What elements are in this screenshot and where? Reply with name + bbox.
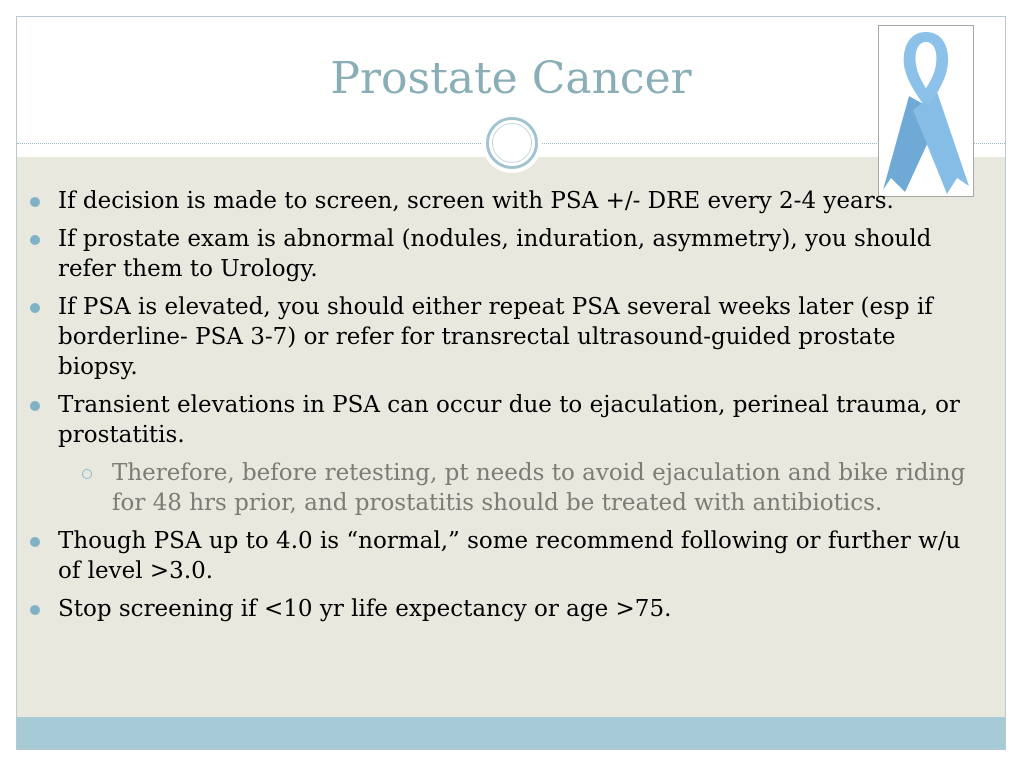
- bullet-dot-icon: [30, 235, 40, 245]
- bullet-list: [26, 186, 966, 632]
- bullet-text: Stop screening if <10 yr life expectancy or age >75.: [58, 596, 672, 622]
- bullet-item: [26, 526, 966, 586]
- bullet-text: Though PSA up to 4.0 is “normal,” some recommend following or further w/u of level >3.0.: [58, 528, 961, 584]
- bullet-item: [26, 390, 966, 450]
- slide-title: Prostate Cancer: [330, 53, 692, 104]
- awareness-ribbon-icon: [879, 26, 973, 196]
- circle-ornament-inner: [492, 123, 532, 163]
- bullet-dot-icon: [30, 401, 40, 411]
- bullet-text: If PSA is elevated, you should either repeat PSA several weeks later (esp if borderline- PSA 3-7) or refer for transrectal ultrasound-guided prostate biopsy.: [58, 294, 933, 380]
- bullet-item: [26, 292, 966, 382]
- bullet-text: Transient elevations in PSA can occur due to ejaculation, perineal trauma, or prostatitis.: [58, 392, 960, 448]
- bullet-item: [26, 186, 966, 216]
- bullet-item: [26, 594, 966, 624]
- bullet-dot-icon: [30, 605, 40, 615]
- sub-bullet-item: [26, 458, 966, 518]
- sub-bullet-text: Therefore, before retesting, pt needs to avoid ejaculation and bike riding for 48 hrs prior, and prostatitis should be treated with antibiotics.: [112, 460, 966, 516]
- circle-ornament-icon: [482, 113, 542, 173]
- bullet-circle-icon: [82, 469, 92, 479]
- circle-ornament-ring: [486, 117, 538, 169]
- bullet-item: [26, 224, 966, 284]
- bullet-dot-icon: [30, 537, 40, 547]
- footer-band: [17, 717, 1005, 750]
- bullet-dot-icon: [30, 197, 40, 207]
- bullet-text: If prostate exam is abnormal (nodules, induration, asymmetry), you should refer them to Urology.: [58, 226, 932, 282]
- bullet-text: If decision is made to screen, screen with PSA +/- DRE every 2-4 years.: [58, 188, 894, 214]
- bullet-dot-icon: [30, 303, 40, 313]
- awareness-ribbon-image: [878, 25, 974, 197]
